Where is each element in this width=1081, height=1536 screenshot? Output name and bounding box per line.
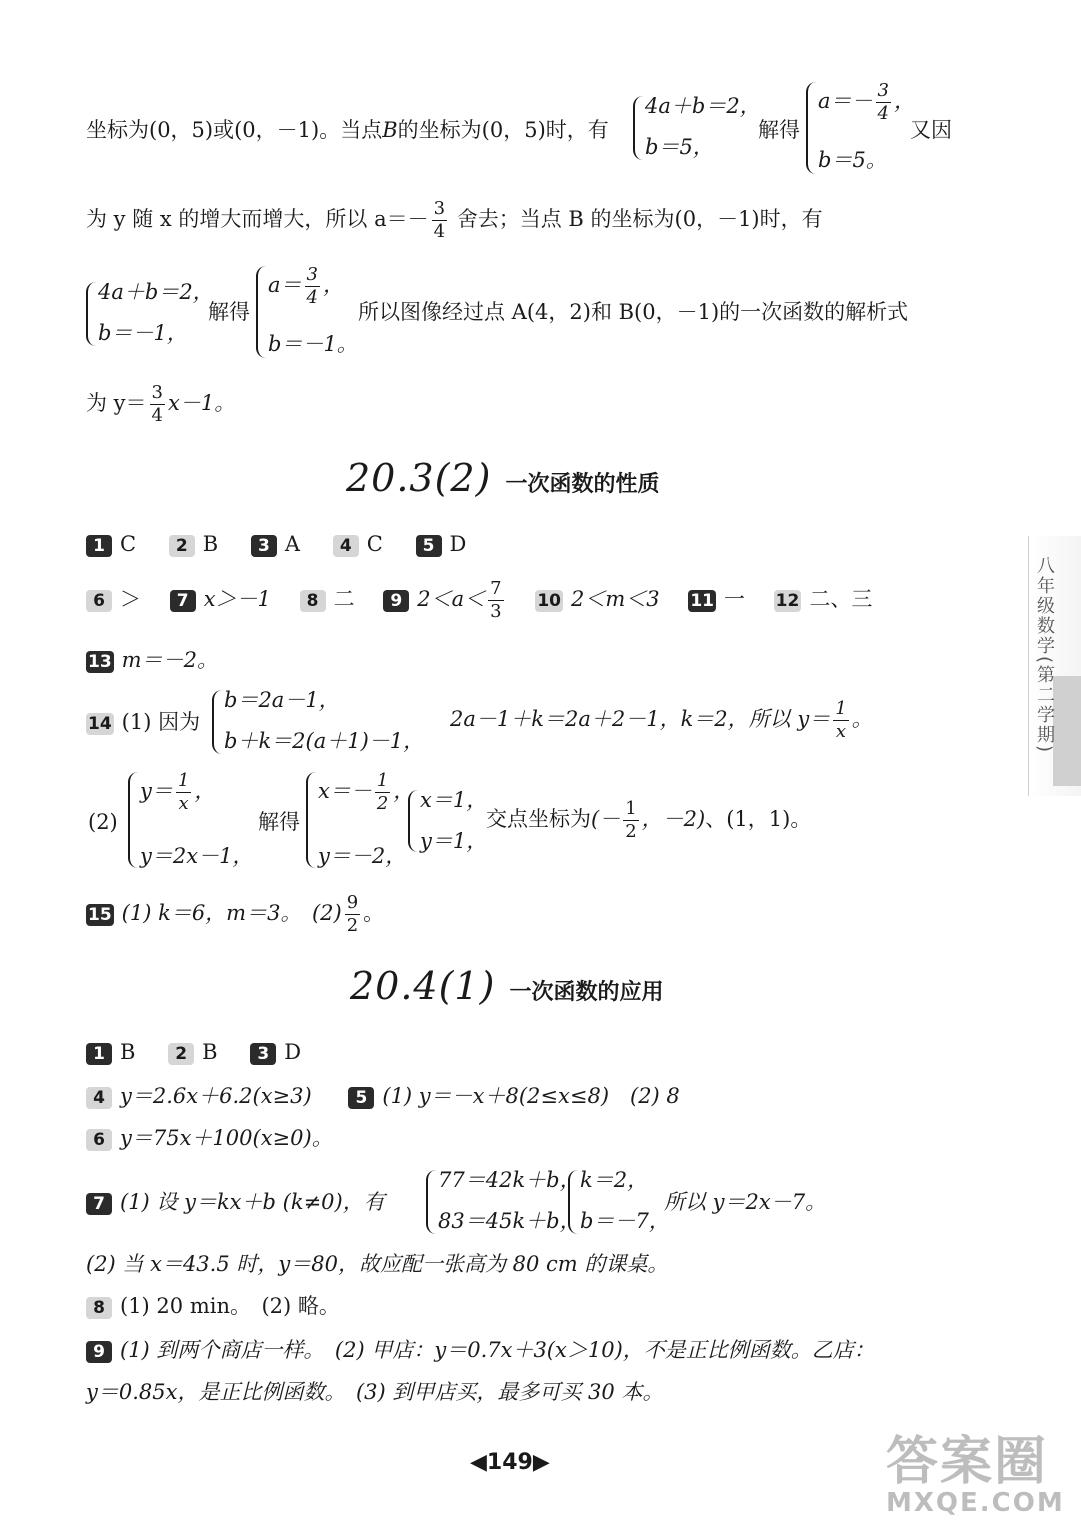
equation: k＝2， xyxy=(580,1168,649,1192)
answer: (1) 20 min。 (2) 略。 xyxy=(120,1294,340,1318)
question-number-badge: 9 xyxy=(86,1341,112,1363)
text: (2) xyxy=(88,810,118,834)
section-title: 一次函数的应用 xyxy=(509,980,664,1005)
question-number-badge: 15 xyxy=(88,904,112,925)
equation: 83＝45k＋b， xyxy=(438,1209,581,1233)
numerator: 9 xyxy=(346,892,359,913)
answer-15 xyxy=(86,894,384,935)
solution-system-14-b xyxy=(408,790,487,852)
numerator: 7 xyxy=(490,578,502,599)
intro-line-4 xyxy=(86,384,235,425)
answer: C xyxy=(120,532,137,556)
brace-icon xyxy=(408,790,420,852)
text: ， xyxy=(393,779,415,803)
answer-14-intersection xyxy=(486,800,811,841)
text: 舍去；当点 B 的坐标为(0，－1)时，有 xyxy=(450,207,823,231)
numerator: 1 xyxy=(625,798,637,819)
text: 为 y 随 x 的增大而增大，所以 a＝－ xyxy=(86,207,429,231)
watermark-url: MXQE.COM xyxy=(886,1488,1065,1518)
watermark-logo: 答案圈 xyxy=(886,1432,1049,1492)
text: ， xyxy=(322,273,344,297)
equation: y＝－2， xyxy=(318,844,407,868)
question-number-badge: 10 xyxy=(537,590,561,611)
text: (1) 设 y＝kx＋b (k≠0)，有 xyxy=(120,1190,385,1214)
equation-system-b xyxy=(86,282,214,346)
answer-13 xyxy=(86,650,218,673)
equation: b＝5。 xyxy=(818,148,887,172)
equation: x＝1， xyxy=(420,788,488,812)
text: y＝ xyxy=(140,779,173,803)
answer: (1) y＝－x＋8(2≤x≤8) (2) 8 xyxy=(382,1084,680,1108)
text: ，－2) xyxy=(641,807,706,831)
equation: b＝－1， xyxy=(98,321,188,345)
text: 解得 xyxy=(208,300,250,324)
question-number-badge: 3 xyxy=(250,1043,276,1065)
page-number-text: 149 xyxy=(486,1450,533,1475)
text: 解得 xyxy=(258,810,300,834)
text: (1) 因为 xyxy=(121,710,201,734)
answer: D xyxy=(449,532,467,556)
solution-system-14-a xyxy=(306,772,414,868)
section-number: 20.4(1) xyxy=(350,964,496,1008)
brace-icon xyxy=(212,690,224,754)
equation: 4a＋b＝2， xyxy=(645,94,761,118)
answer: B xyxy=(202,1040,218,1064)
brace-icon xyxy=(568,1170,580,1234)
denominator: 2 xyxy=(376,793,389,814)
question-number-badge: 14 xyxy=(88,713,112,734)
question-number-badge: 6 xyxy=(86,1129,112,1151)
answer-8 xyxy=(86,1296,340,1319)
right-arrow-icon: ▶ xyxy=(532,1450,550,1475)
question-number-badge: 6 xyxy=(86,590,112,612)
text: (－ xyxy=(591,807,621,831)
question-number-badge: 1 xyxy=(86,535,112,557)
question-number-badge: 4 xyxy=(333,535,359,557)
answers-row-1-5 xyxy=(86,534,466,557)
intro-line-2 xyxy=(86,200,823,241)
section-heading-20-4-1 xyxy=(350,964,663,1008)
equation: 4a＋b＝2， xyxy=(98,280,214,304)
brace-icon xyxy=(426,1170,438,1234)
question-number-badge: 1 xyxy=(86,1043,112,1065)
answer: x＞－1 xyxy=(203,587,271,611)
text: y＝0.85x，是正比例函数。 (3) 到甲店买，最多可买 30 本。 xyxy=(86,1380,664,1404)
equation: y＝1， xyxy=(420,829,488,853)
equation: b＝－7， xyxy=(580,1209,670,1233)
answer: y＝75x＋100(x≥0)。 xyxy=(120,1126,333,1150)
text: x－1。 xyxy=(168,391,236,415)
denominator: x xyxy=(178,793,189,814)
text: 。 xyxy=(363,901,385,925)
answer-9-line1 xyxy=(86,1340,875,1363)
answers-row-4-5 xyxy=(86,1086,680,1109)
text: 、(1，1)。 xyxy=(705,807,812,831)
question-number-badge: 5 xyxy=(348,1087,374,1109)
answer: D xyxy=(284,1040,302,1064)
answer: m＝－2。 xyxy=(121,648,218,672)
brace-icon xyxy=(633,96,645,160)
equation: 77＝42k＋b， xyxy=(438,1168,581,1192)
text: a＝－ xyxy=(818,89,873,113)
answer-14-part1 xyxy=(86,712,200,735)
answer: 二 xyxy=(333,587,355,611)
question-number-badge: 2 xyxy=(168,1043,194,1065)
side-tab-label: 八年级数学(第二学期) xyxy=(1034,556,1055,755)
answer: ＞ xyxy=(120,587,141,611)
section-heading-20-3-2 xyxy=(346,456,659,500)
text: x＝－ xyxy=(318,779,372,803)
answer: A xyxy=(284,532,301,556)
question-number-badge: 7 xyxy=(86,1193,112,1215)
left-arrow-icon: ◀ xyxy=(470,1450,487,1475)
brace-icon xyxy=(86,282,98,346)
solution-system-a xyxy=(806,82,915,174)
answer-14-result xyxy=(450,700,873,741)
equation: b＝2a－1， xyxy=(224,688,340,712)
equation-system-14 xyxy=(212,690,424,754)
watermark xyxy=(886,1432,1071,1526)
equation: b＋k＝2(a＋1)－1， xyxy=(224,729,425,753)
denominator: 2 xyxy=(625,821,637,842)
text: 交点坐标为 xyxy=(486,807,591,831)
question-number-badge: 7 xyxy=(170,590,196,612)
answer: 一 xyxy=(723,587,745,611)
denominator: 3 xyxy=(490,601,502,622)
equation-system-a xyxy=(633,96,761,160)
denominator: 4 xyxy=(306,287,318,308)
page-number xyxy=(470,1450,550,1475)
text: 坐标为(0，5)或(0，－1)。当点 xyxy=(86,118,383,142)
section-title: 一次函数的性质 xyxy=(505,472,660,497)
question-number-badge: 8 xyxy=(86,1297,112,1319)
numerator: 3 xyxy=(433,198,446,219)
question-number-badge: 3 xyxy=(251,535,277,557)
question-number-badge: 4 xyxy=(86,1087,112,1109)
numerator: 1 xyxy=(376,770,389,791)
solution-system-b xyxy=(256,266,358,358)
text: 解得 xyxy=(758,118,800,142)
answer: 二、三 xyxy=(809,587,873,611)
brace-icon xyxy=(256,266,268,358)
equation: b＝5， xyxy=(645,135,714,159)
text: (1) 到两个商店一样。 (2) 甲店：y＝0.7x＋3(x＞10)，不是正比例函数。乙店： xyxy=(120,1338,875,1362)
section-number: 20.3(2) xyxy=(346,456,492,500)
numerator: 3 xyxy=(877,80,889,101)
text: 。 xyxy=(851,707,873,731)
question-number-badge: 5 xyxy=(416,535,442,557)
answer-6 xyxy=(86,1128,333,1151)
text: (2) 当 x＝43.5 时，y＝80，故应配一张高为 80 cm 的课桌。 xyxy=(86,1252,669,1276)
equation: y＝2x－1， xyxy=(140,844,254,868)
denominator: 4 xyxy=(151,405,163,426)
text: ， xyxy=(893,89,915,113)
solution-system-7 xyxy=(568,1170,670,1234)
side-tab-bar xyxy=(1053,676,1081,786)
answer: B xyxy=(120,1040,136,1064)
text: a＝ xyxy=(268,273,302,297)
numerator: 1 xyxy=(835,698,847,719)
answer: C xyxy=(366,532,383,556)
text: 所以 y＝2x－7。 xyxy=(664,1190,827,1214)
brace-icon xyxy=(128,772,140,868)
equation: b＝－1。 xyxy=(268,332,358,356)
question-number-badge: 8 xyxy=(300,590,326,612)
answer: B xyxy=(202,532,219,556)
answer-7-part2 xyxy=(86,1254,668,1275)
question-number-badge: 12 xyxy=(775,590,800,611)
text: ， xyxy=(194,779,216,803)
question-number-badge: 13 xyxy=(88,651,112,672)
brace-icon xyxy=(806,82,818,174)
answers-row-6-12 xyxy=(86,580,872,621)
text: B xyxy=(382,118,398,142)
denominator: 2 xyxy=(346,915,359,936)
answer: y＝2.6x＋6.2(x≥3) xyxy=(120,1084,312,1108)
answer-7-part1 xyxy=(86,1192,385,1215)
text: 为 y＝ xyxy=(86,391,147,415)
question-number-badge: 2 xyxy=(169,535,195,557)
text: 所以图像经过点 A(4，2)和 B(0，－1)的一次函数的解析式 xyxy=(358,300,909,324)
answers-row-1-3 xyxy=(86,1042,301,1065)
denominator: x xyxy=(835,721,846,742)
answer-9-line2 xyxy=(86,1382,663,1403)
text: 2a－1＋k＝2a＋2－1，k＝2，所以 y＝ xyxy=(450,707,831,731)
text: (1) k＝6，m＝3。 (2) xyxy=(121,901,342,925)
intro-line-1 xyxy=(86,120,609,141)
brace-icon xyxy=(306,772,318,868)
denominator: 4 xyxy=(433,221,446,242)
numerator: 3 xyxy=(151,382,163,403)
denominator: 4 xyxy=(877,103,889,124)
numerator: 1 xyxy=(177,770,190,791)
side-tab xyxy=(1028,536,1081,796)
text: 又因 xyxy=(910,118,952,142)
question-number-badge: 9 xyxy=(383,590,409,612)
question-number-badge: 11 xyxy=(690,590,714,611)
answer: 2＜a＜ xyxy=(417,587,486,611)
equation-system-7 xyxy=(426,1170,581,1234)
equation-system-14-2 xyxy=(128,772,253,868)
answer: 2＜m＜3 xyxy=(570,587,660,611)
numerator: 3 xyxy=(306,264,318,285)
text: 的坐标为(0，5)时，有 xyxy=(397,118,609,142)
